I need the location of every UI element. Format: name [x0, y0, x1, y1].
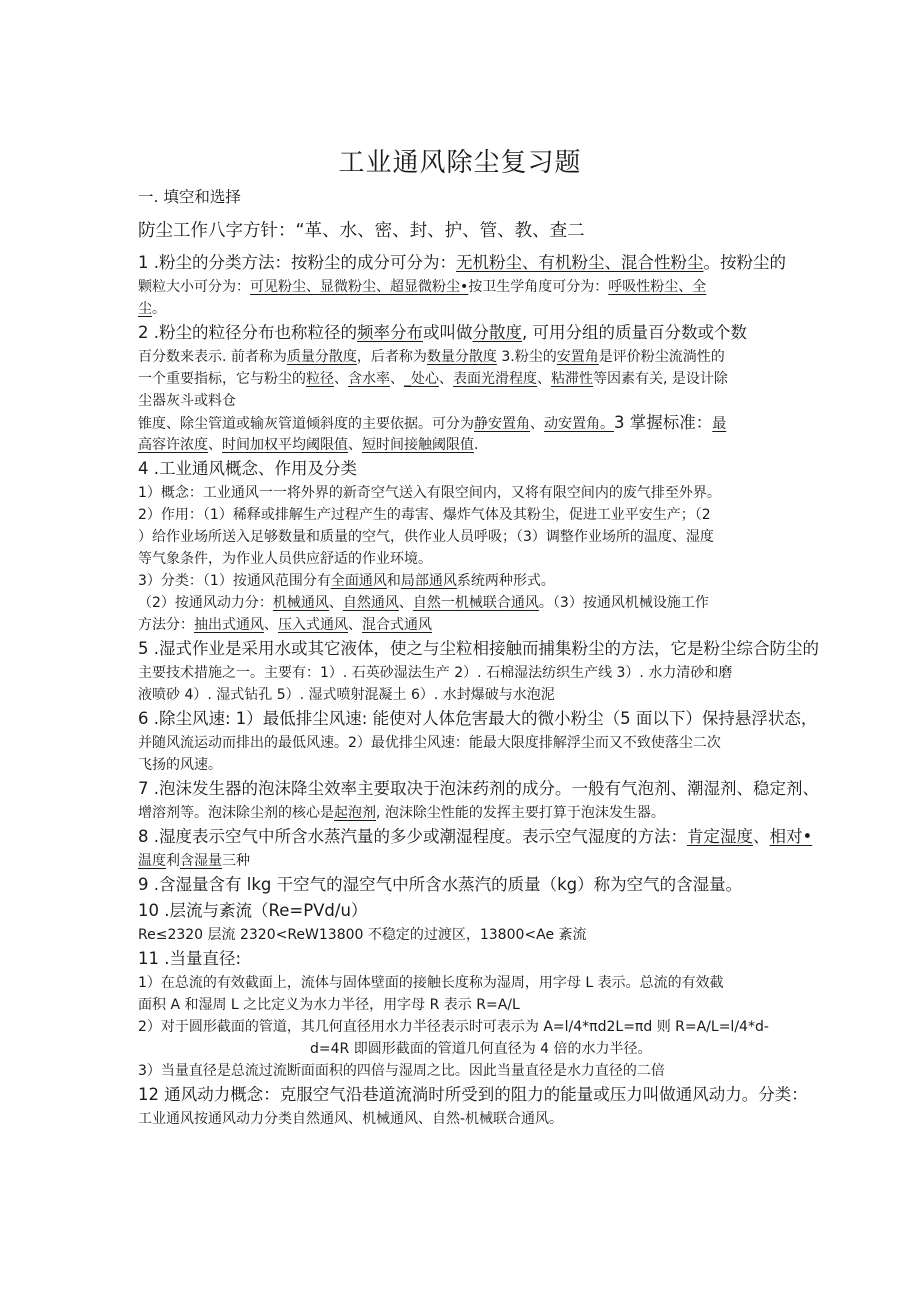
text-run: 3）分类：（1）按通风范围分有 [138, 573, 331, 589]
text-run: 工业通风按通风动力分类自然通风、机械通风、自然-机械联合通风。 [138, 1111, 564, 1127]
text-run: 按卫生学角度可分为： [468, 279, 609, 295]
text-run: 百分数来表示. 前者称为 [138, 349, 287, 365]
text-run: 12 通风动力概念： [138, 1085, 280, 1104]
text-line [138, 1038, 788, 1060]
text-run: 克服空气沿巷道流淌时所受到的阻力的能量或压力叫做通风动力。分类： [279, 1085, 808, 1104]
text-run: 防尘工作八字方针：“革、水、密、封、护、管、教、查二 [138, 221, 585, 241]
underlined-answer: 混合式通风 [362, 617, 432, 633]
text-run: Re≤2320 层流 2320<ReW13800 不稳定的过渡区，13800<Ae 紊流 [138, 927, 587, 943]
text-run: 等气象条件，为作业人员供应舒适的作业环境。 [138, 551, 432, 567]
item-heading-line [138, 706, 818, 732]
underlined-answer: 局部通风 [400, 573, 457, 589]
text-line [138, 276, 788, 298]
text-run: 。按粉尘的 [703, 253, 786, 272]
text-run: 、 [208, 437, 222, 453]
text-run: 7 .泡沫发生 [138, 779, 225, 798]
underlined-answer: 粘滞性 [551, 371, 593, 387]
text-line [138, 412, 788, 434]
text-run: 和 [386, 573, 401, 589]
text-line [138, 1108, 788, 1130]
text-run: 飞扬的风速。 [138, 757, 222, 773]
text-run: 5 . [138, 639, 159, 658]
text-line [138, 504, 788, 526]
text-run: 是评价粉尘流淌性的 [598, 349, 725, 365]
underlined-answer: 抽出式通风 [194, 617, 264, 633]
text-run: 2）作用：（1）稀释或排解生产过程产生的毒害、爆炸气体及其粉尘，促进工业平安生产；（2 [138, 507, 711, 523]
underlined-answer: 质量分散度 [286, 349, 357, 365]
text-run: 6 .除尘风速: [138, 709, 231, 728]
text-run: 液喷砂 4）. 湿式钻孔 5）. 湿式喷射混凝土 6）. 水封爆破与水泡泥 [138, 687, 555, 703]
text-line [138, 850, 788, 872]
text-run: 系统两种形式。 [456, 573, 555, 589]
underlined-answer: 温度 [138, 853, 166, 869]
text-run: 1）最低排尘风速: 能使对人体危害最大的微小粉尘（5 面以下）保持悬浮状态， [230, 709, 818, 728]
underlined-answer: 含湿量 [180, 853, 222, 869]
underlined-answer: 动安置角 [544, 416, 600, 432]
underlined-answer: _处心 [404, 371, 439, 387]
underlined-answer: 频率分布 [357, 323, 423, 342]
text-run: 11 .当量直径: [138, 949, 242, 968]
text-run: 等因素有关, 是设计除 [593, 371, 728, 387]
text-run: 、 [264, 617, 278, 633]
text-line [138, 298, 788, 320]
underlined-answer: 肯定湿度 [687, 827, 753, 846]
text-run: , 可用分组的质量百分数或个数 [522, 323, 747, 342]
text-line [138, 802, 788, 824]
text-run: 增溶剂等。泡沫除尘剂的核心是 [138, 805, 334, 821]
text-run: 9 .含湿量 [138, 875, 209, 894]
document-body [138, 186, 819, 1130]
underlined-answer: 数量分散度 [426, 349, 497, 365]
underlined-answer: 粒径 [306, 371, 334, 387]
text-line [138, 732, 788, 754]
underlined-answer: 压入式通风 [278, 617, 348, 633]
text-run: 锥度、除尘管道或输灰管道倾斜度的主要依据。可分为 [138, 416, 474, 432]
underlined-answer: 短时间接触阈限值 [362, 437, 474, 453]
underlined-answer: 全面通风 [330, 573, 387, 589]
text-line [138, 570, 788, 592]
item-heading-line [138, 636, 819, 662]
text-run: 利 [166, 853, 180, 869]
text-line [138, 1016, 788, 1038]
text-run: . [474, 437, 479, 453]
text-run: 三种 [222, 853, 250, 869]
underlined-answer: 最 [712, 416, 727, 432]
text-run: d=4R 即圆形截面的管道几何直径为 4 倍的水力半径。 [310, 1041, 652, 1057]
text-line [138, 482, 788, 504]
text-line [138, 548, 788, 570]
text-line [138, 662, 788, 684]
text-run: 、 [537, 371, 551, 387]
item-heading-line [138, 898, 788, 924]
text-run: 、 [530, 416, 544, 432]
motto-line [138, 216, 788, 246]
text-line [138, 754, 788, 776]
text-line [138, 368, 788, 390]
text-run: 并随风流运动而排出的最低风速。2）最优排尘风速：能最大限度排解浮尘而又不致使落尘二次 [138, 735, 721, 751]
text-run: 3）当量直径是总流过流断面面积的四倍与湿周之比。因此当量直径是水力直径的二倍 [138, 1063, 665, 1079]
text-run: ）给作业场所送入足够数量和质量的空气，供作业人员呼吸；（3）调整作业场所的温度、湿度 [138, 529, 714, 545]
item-heading-line [138, 776, 819, 802]
text-run: 、 [348, 617, 362, 633]
text-run: 1 .粉尘的分类方法： [138, 253, 291, 272]
item-heading-line [138, 872, 788, 898]
text-run: 2 .粉尘的粒径分布也称粒径的 [138, 323, 357, 342]
text-line [138, 526, 788, 548]
text-run: 、 [753, 827, 770, 846]
text-line [138, 972, 788, 994]
text-run: 3.粉尘的 [496, 349, 557, 365]
text-run: 、 [439, 371, 453, 387]
text-run: 。 [152, 301, 166, 317]
text-run: 含有 lkg 干空气的湿空气中所含水蒸汽的质量（kg）称为空气的含湿量。 [208, 875, 743, 894]
item-heading-line [138, 456, 788, 482]
underlined-answer: 静安置角 [474, 416, 530, 432]
underlined-answer: 呼吸性粉尘、全 [608, 279, 707, 295]
text-run: 或叫做 [423, 323, 473, 342]
text-run: 8 .湿度 [138, 827, 192, 846]
text-run: 10 .层流与紊流 [138, 901, 252, 920]
text-line [138, 434, 788, 456]
text-run: 。（3）按通风机械设施工作 [538, 595, 709, 611]
underlined-answer: 高容许浓度 [138, 437, 208, 453]
text-run: , 泡沫除尘性能的发挥主要打算于泡沫发生器。 [376, 805, 665, 821]
text-line [138, 1060, 788, 1082]
text-run: 、 [334, 371, 348, 387]
underlined-answer: 安置角 [556, 349, 599, 365]
underlined-answer: 可见粉尘、显微粉尘、超显微粉尘• [250, 279, 469, 295]
underlined-answer: 起泡剂 [334, 805, 376, 821]
item-heading-line [138, 946, 788, 972]
text-run: 方法分： [138, 617, 194, 633]
text-run: 尘器灰斗或料仓 [138, 393, 236, 409]
text-line [138, 994, 788, 1016]
text-run: 面积 A 和湿周 L 之比定义为水力半径，用字母 R 表示 R=A/L [138, 997, 520, 1013]
text-run: 一. 填空和选择 [138, 188, 241, 206]
text-run: 2）对于圆形截面的管道，其几何直径用水力半径表示时可表示为 A=l/4*πd2L=πd 则 R=A/L=l/4*d- [138, 1019, 769, 1035]
section-heading [138, 186, 788, 210]
text-run: 、 [398, 595, 413, 611]
underlined-answer: 分散度 [472, 323, 522, 342]
item-heading-line [138, 250, 788, 276]
text-run: 一个重要指标，它与粉尘的 [138, 371, 306, 387]
text-run: 3 掌握标准： [614, 413, 713, 432]
item-heading-line [138, 1082, 808, 1108]
text-run: 4 .工业通风概念、作用及分类 [138, 459, 357, 478]
text-run: 1）在总流的有效截面上，流体与固体壁面的接触长度称为湿周，用字母 L 表示。总流的有效截 [138, 975, 724, 991]
text-run: 主要技术措施之一。主要有：1）. 石英砂湿法生产 2）. 石棉湿法纺织生产线 3）. 水力清砂和磨 [138, 665, 733, 681]
text-line [138, 924, 788, 946]
underlined-answer: 尘 [138, 301, 152, 317]
underlined-answer: 。 [600, 416, 614, 432]
text-run: （Re=PVd/u） [252, 901, 368, 920]
document-title: 工业通风除尘复习题 [338, 148, 582, 178]
underlined-answer: 相对• [769, 827, 813, 846]
underlined-answer: 含水率 [348, 371, 390, 387]
text-run: 颗粒大小可分为： [138, 279, 250, 295]
underlined-answer: 表面光滑程度 [453, 371, 537, 387]
text-line [138, 346, 788, 368]
text-run: ，后者称为 [356, 349, 427, 365]
underlined-answer: 自然通风 [342, 595, 399, 611]
text-line [138, 592, 788, 614]
text-run: 、 [328, 595, 343, 611]
text-run: 表示空气中所含水蒸汽量的多少或潮湿程度。表示空气湿度的方法： [192, 827, 687, 846]
item-heading-line [138, 320, 788, 346]
item-heading-line [138, 824, 813, 850]
text-run: 、 [348, 437, 362, 453]
underlined-answer: 无机粉尘、有机粉尘、混合性粉尘 [456, 253, 704, 272]
text-run: （2）按通风动力分： [138, 595, 273, 611]
text-line [138, 614, 788, 636]
text-line [138, 684, 788, 706]
text-run: 1）概念：工业通风一一将外界的新奇空气送入有限空间内，又将有限空间内的废气排至外界。 [138, 485, 721, 501]
text-run: 按粉尘的成分可分为： [291, 253, 456, 272]
underlined-answer: 时间加权平均阈限值 [222, 437, 348, 453]
text-run: 湿式作业是采用水或其它液体，使之与尘粒相接触而捕集粉尘的方法，它是粉尘综合防尘的 [159, 639, 819, 658]
text-line [138, 390, 788, 412]
text-run: 器的泡沫降尘效率主要取决于泡沫药剂的成分。一般有气泡剂、潮湿剂、稳定剂、 [225, 779, 819, 798]
underlined-answer: 自然一机械联合通风 [412, 595, 539, 611]
text-run: 、 [390, 371, 404, 387]
underlined-answer: 机械通风 [272, 595, 329, 611]
